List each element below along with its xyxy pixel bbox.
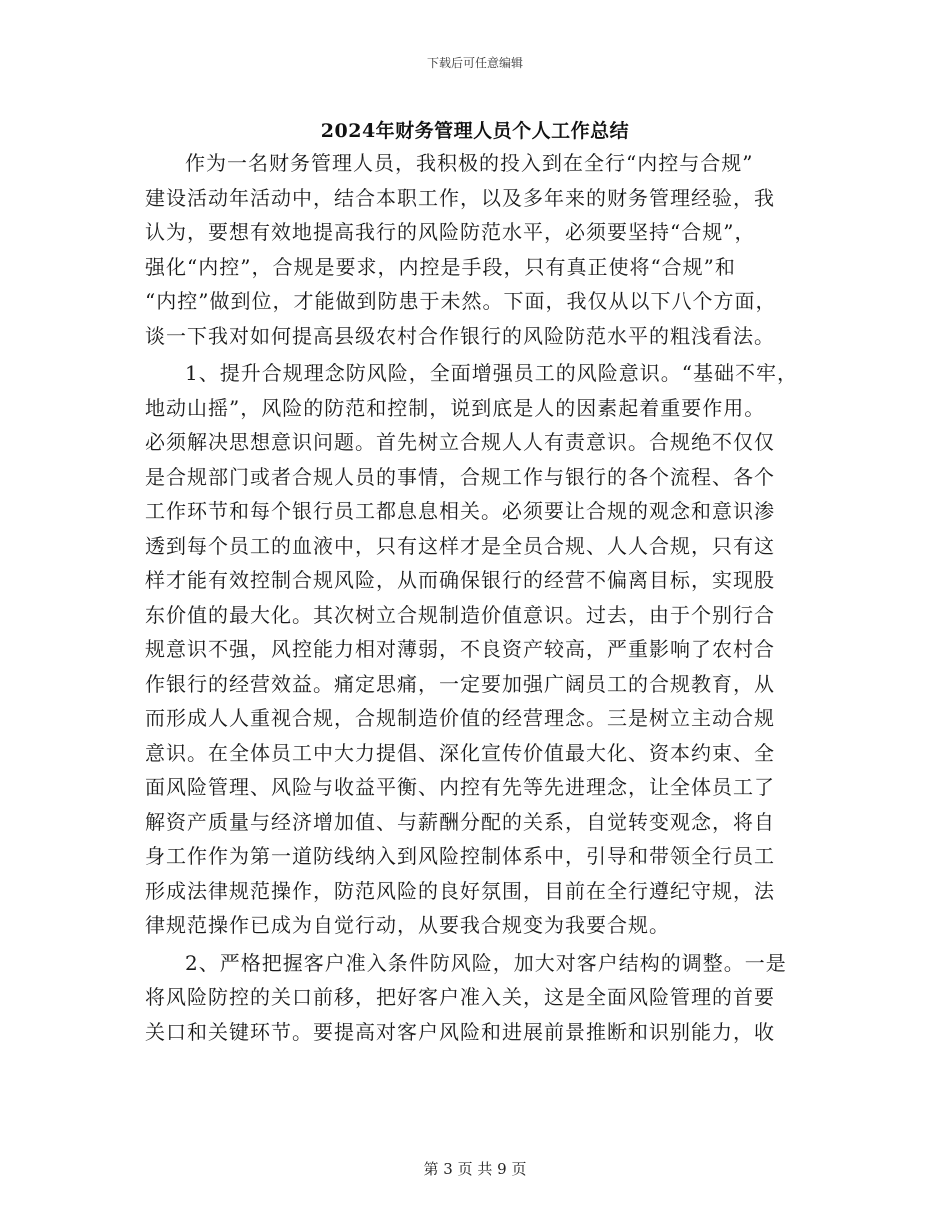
text-line: 必须解决思想意识问题。首先树立合规人人有责意识。合规绝不仅仅 [145,430,775,454]
text-line: 关口和关键环节。要提高对客户风险和进展前景推断和识别能力，收 [145,1019,775,1044]
text-line: 1、提升合规理念防风险，全面增强员工的风险意识。“基础不牢， [185,361,798,385]
text-line: 样才能有效控制合规风险，从而确保银行的经营不偏离目标，实现股 [145,568,775,592]
text-line: 将风险防控的关口前移，把好客户准入关，这是全面风险管理的首要 [145,985,775,1009]
text-line: 意识。在全体员工中大力提倡、深化宣传价值最大化、资本约束、全 [145,740,775,765]
text-line: 东价值的最大化。其次树立合规制造价值意识。过去，由于个别行合 [145,602,775,627]
paragraph-section-1 [145,356,825,943]
text-line: 认为，要想有效地提高我行的风险防范水平，必须要坚持“合规”， [145,220,756,244]
text-line: 建设活动年活动中，结合本职工作，以及多年来的财务管理经验，我 [145,185,775,210]
text-line: 面风险管理、风险与收益平衡、内控有先等先进理念，让全体员工了 [145,775,775,799]
text-line: 形成法律规范操作，防范风险的良好氛围，目前在全行遵纪守规，法 [145,878,775,903]
text-line: 谈一下我对如何提高县级农村合作银行的风险防范水平的粗浅看法。 [145,323,775,348]
text-line: 2、严格把握客户准入条件防风险，加大对客户结构的调整。一是 [185,950,787,975]
text-line: 律规范操作已成为自觉行动，从要我合规变为我要合规。 [145,913,670,937]
paragraph-section-2 [145,946,825,1050]
text-line: “内控”做到位，才能做到防患于未然。下面，我仅从以下八个方面， [145,289,777,313]
page-header-note: 下载后可任意编辑 [426,56,523,70]
text-line: 是合规部门或者合规人员的事情，合规工作与银行的各个流程、各个 [145,464,775,489]
page-number: 第 3 页 共 9 页 [423,1160,527,1178]
document-body [145,146,825,1052]
text-line: 强化“内控”，合规是要求，内控是手段，只有真正使将“合规”和 [145,254,736,279]
document-title: 2024年财务管理人员个人工作总结 [320,120,630,142]
text-line: 作银行的经营效益。痛定思痛，一定要加强广阔员工的合规教育，从 [145,671,775,696]
text-line: 工作环节和每个银行员工都息息相关。必须要让合规的观念和意识渗 [145,499,775,523]
text-line: 解资产质量与经济增加值、与薪酬分配的关系，自觉转变观念，将自 [145,809,775,834]
paragraph-intro [145,146,825,353]
text-line: 规意识不强，风控能力相对薄弱，不良资产较高，严重影响了农村合 [145,637,775,661]
text-line: 地动山摇”，风险的防范和控制，说到底是人的因素起着重要作用。 [145,395,766,420]
text-line: 身工作作为第一道防线纳入到风险控制体系中，引导和带领全行员工 [145,844,775,868]
text-line: 而形成人人重视合规，合规制造价值的经营理念。三是树立主动合规 [145,706,775,730]
text-line: 透到每个员工的血液中，只有这样才是全员合规、人人合规，只有这 [145,533,775,558]
text-line: 作为一名财务管理人员，我积极的投入到在全行“内控与合规” [185,151,754,175]
